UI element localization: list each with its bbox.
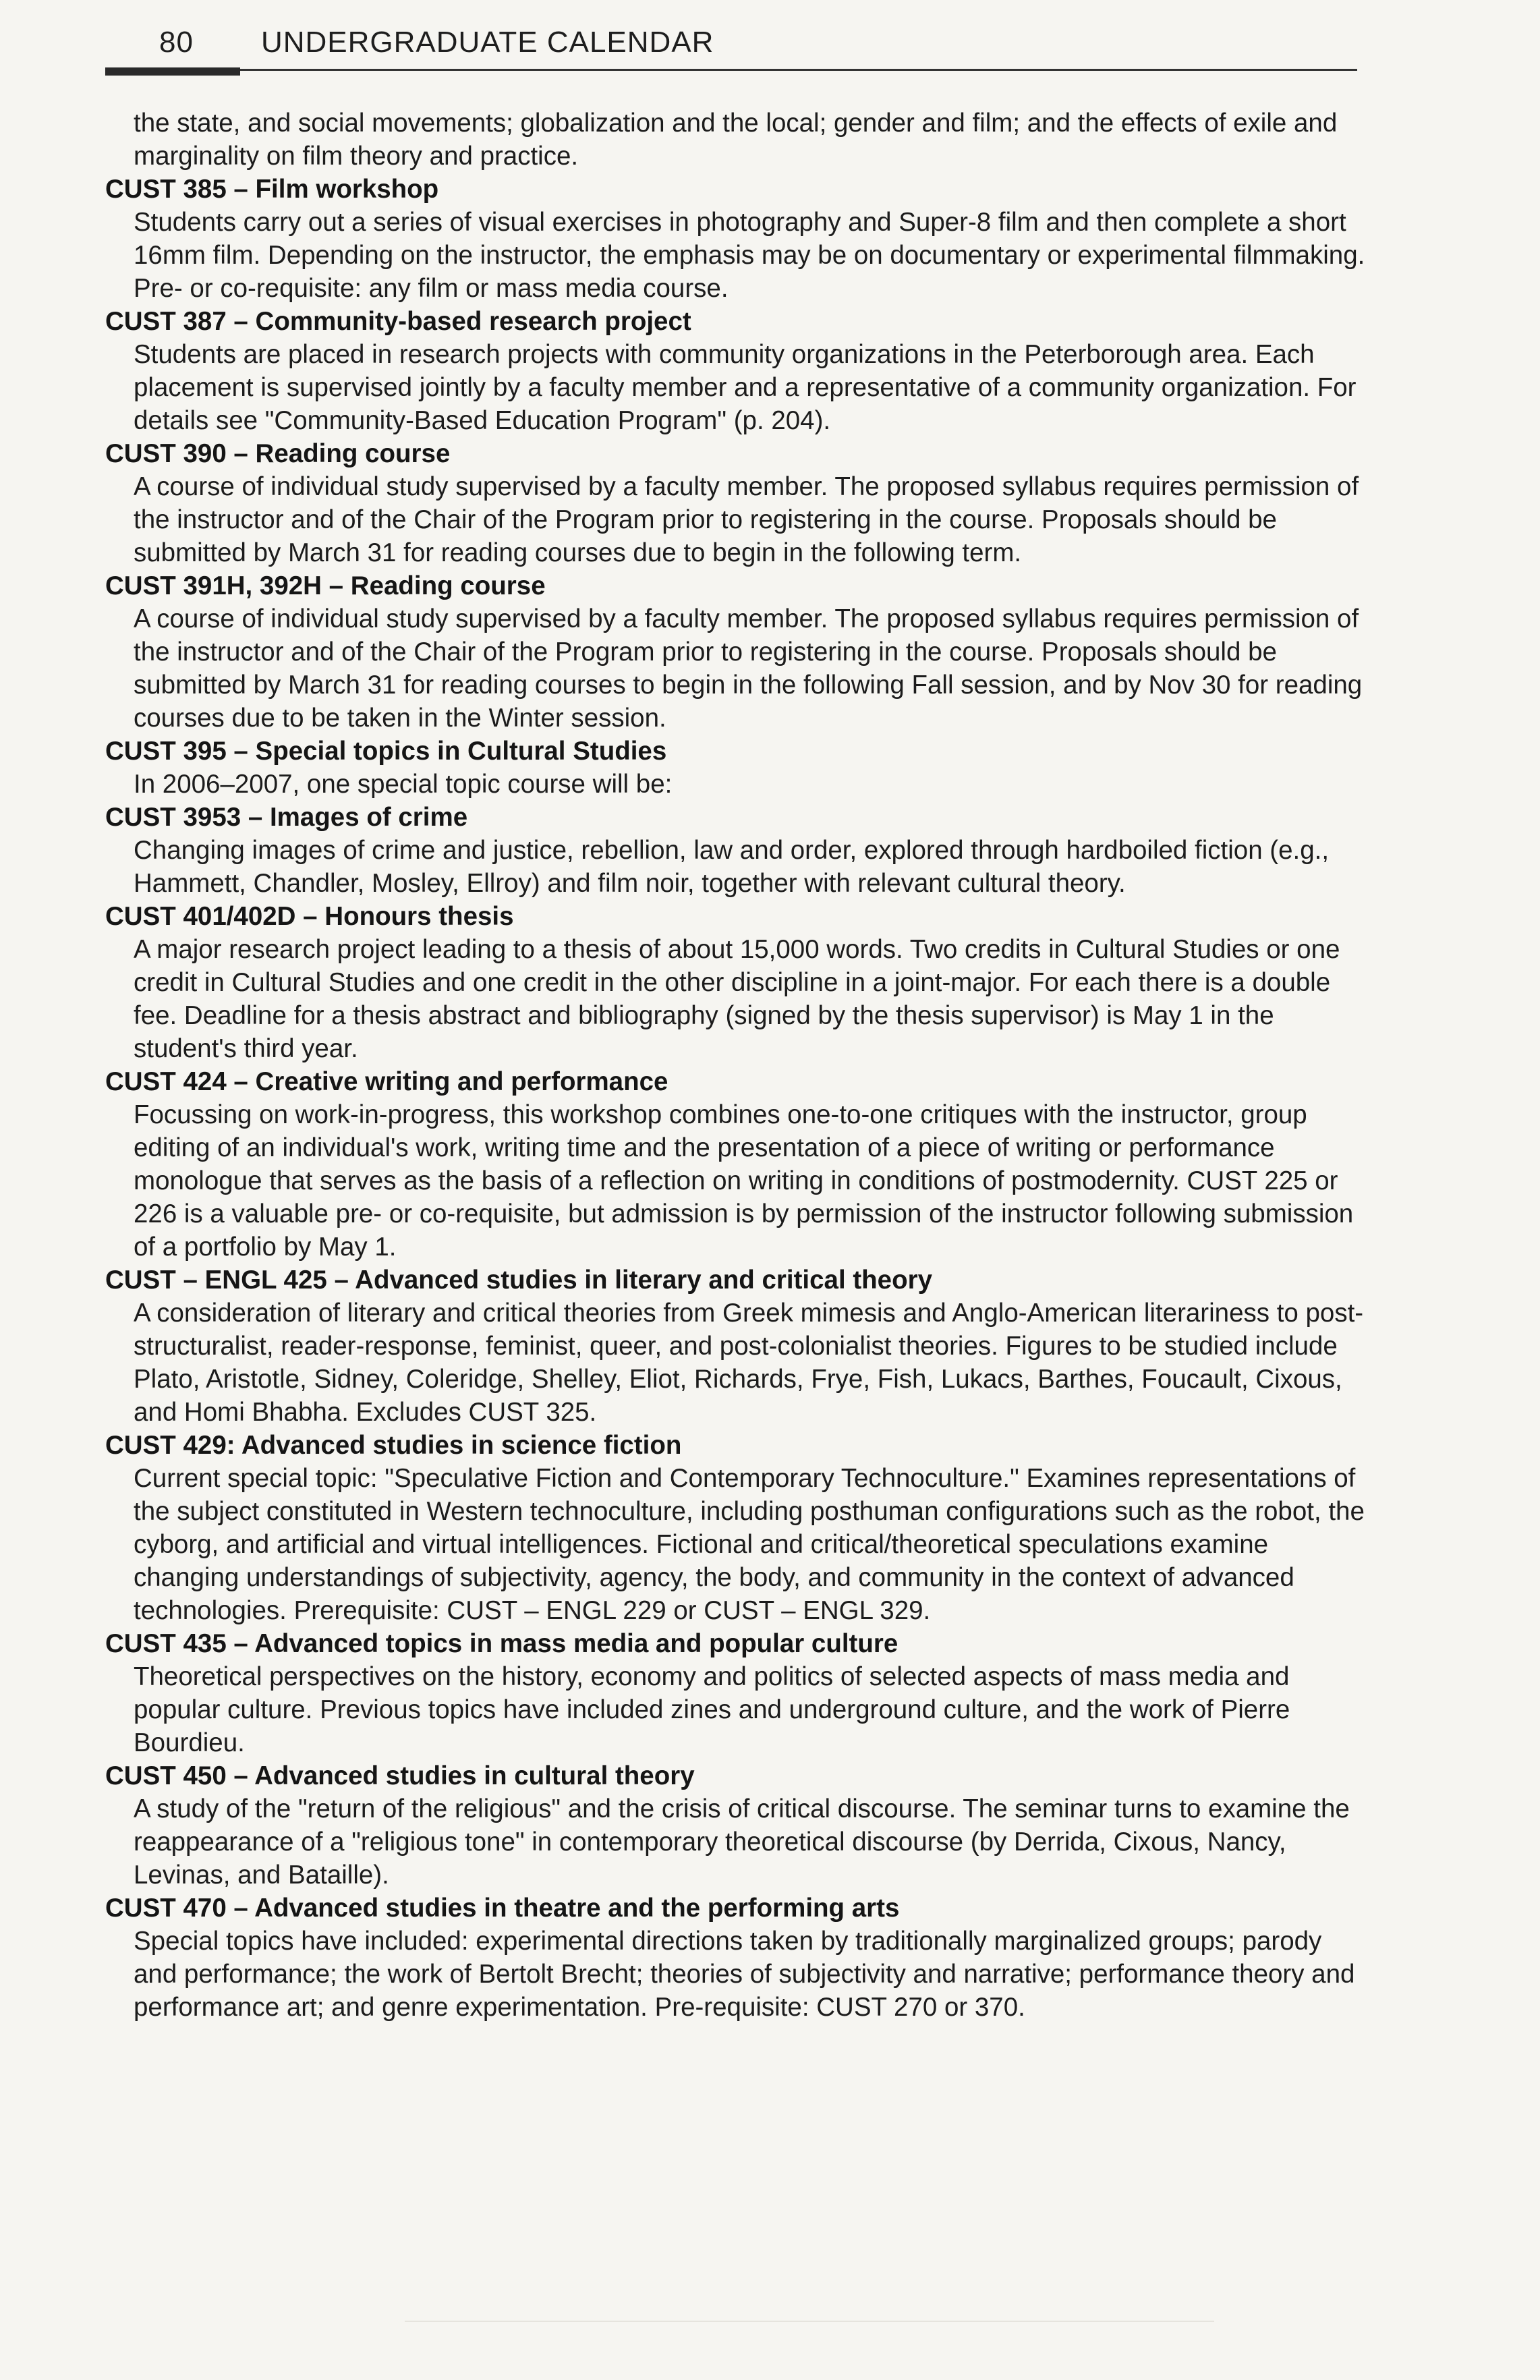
course-title: CUST 470 – Advanced studies in theatre and the performing arts (105, 1894, 900, 1923)
course-title: CUST 391H, 392H – Reading course (105, 571, 546, 600)
course-description: Students are placed in research projects with community organizations in the Peterborough area. Each placement is supervised jointly by a faculty member and a representative of a community organization. For details see "Community-Based Education Program" (p. 204). (134, 340, 1357, 435)
course-entry (105, 173, 1367, 305)
course-description: A major research project leading to a thesis of about 15,000 words. Two credits in Cultural Studies or one credit in Cultural Studies and one credit in the other discipline in a joint-major. For each there is a double fee. Deadline for a thesis abstract and bibliography (signed by the thesis supervisor) is May 1 in the student's third year. (134, 935, 1340, 1063)
page-header (159, 26, 714, 59)
course-entry (105, 735, 1367, 801)
course-entry (105, 1264, 1367, 1429)
course-description: Changing images of crime and justice, rebellion, law and order, explored through hardboiled fiction (e.g., Hammett, Chandler, Mosley, Ellroy) and film noir, together with relevant cultural theory. (134, 836, 1330, 898)
course-entry (105, 1429, 1367, 1627)
course-entry (105, 801, 1367, 900)
header-rule (105, 69, 1357, 71)
course-description: A consideration of literary and critical theories from Greek mimesis and Anglo-American literariness to post-structuralist, reader-response, feminist, queer, and post-colonialist theories. Figures to be studied include Plato, Aristotle, Sidney, Coleridge, Shelley, Eliot, Richards, Frye, Fish, Lukacs, Barthes, Foucault, Cixous, and Homi Bhabha. Excludes CUST 325. (134, 1299, 1364, 1427)
page-body (105, 107, 1367, 2024)
course-entry (105, 305, 1367, 437)
course-title: CUST 395 – Special topics in Cultural Studies (105, 737, 667, 766)
course-title: CUST 385 – Film workshop (105, 175, 439, 204)
course-description: Special topics have included: experimental directions taken by traditionally marginalized groups; parody and performance; the work of Bertolt Brecht; theories of subjectivity and narrative; performance theory and performance art; and genre experimentation. Pre-requisite: CUST 270 or 370. (134, 1927, 1355, 2022)
course-entry (105, 1627, 1367, 1759)
intro-paragraph: the state, and social movements; globalization and the local; gender and film; and the effects of exile and marginality on film theory and practice. (134, 109, 1338, 171)
course-title: CUST 387 – Community-based research project (105, 307, 691, 336)
header-rule-accent (105, 67, 240, 76)
course-entry (105, 1065, 1367, 1264)
course-entry (105, 900, 1367, 1065)
course-entry (105, 437, 1367, 569)
page-number: 80 (159, 26, 194, 59)
course-description: In 2006–2007, one special topic course will be: (134, 770, 673, 799)
course-description: Focussing on work-in-progress, this workshop combines one-to-one critiques with the instructor, group editing of an individual's work, writing time and the presentation of a piece of writing or performance monologue that serves as the basis of a reflection on writing in conditions of postmodernity. CUST 225 or 226 is a valuable pre- or co-requisite, but admission is by permission of the instructor following submission of a portfolio by May 1. (134, 1100, 1354, 1262)
course-entry (105, 1759, 1367, 1892)
course-title: CUST 429: Advanced studies in science fiction (105, 1431, 682, 1460)
scan-edge-line (405, 2321, 1214, 2322)
course-title: CUST 401/402D – Honours thesis (105, 902, 514, 931)
header-title: UNDERGRADUATE CALENDAR (260, 26, 714, 59)
course-entry (105, 1892, 1367, 2024)
course-title: CUST – ENGL 425 – Advanced studies in literary and critical theory (105, 1266, 933, 1295)
course-description: A course of individual study supervised by a faculty member. The proposed syllabus requires permission of the instructor and of the Chair of the Program prior to registering in the course. Proposals should be submitted by March 31 for reading courses to begin in the following Fall session, and by Nov 30 for reading courses due to be taken in the Winter session. (134, 604, 1363, 733)
course-title: CUST 450 – Advanced studies in cultural theory (105, 1761, 695, 1790)
course-description: A study of the "return of the religious" and the crisis of critical discourse. The seminar turns to examine the reappearance of a "religious tone" in contemporary theoretical discourse (by Derrida, Cixous, Nancy, Levinas, and Bataille). (134, 1794, 1350, 1890)
course-description: Students carry out a series of visual exercises in photography and Super-8 film and then complete a short 16mm film. Depending on the instructor, the emphasis may be on documentary or experimental filmmaking. Pre- or co-requisite: any film or mass media course. (134, 208, 1365, 303)
course-entry (105, 569, 1367, 735)
course-description: Current special topic: "Speculative Fiction and Contemporary Technoculture." Examines representations of the subject constituted in Western technoculture, including posthuman configurations such as the robot, the cyborg, and artificial and virtual intelligences. Fictional and critical/theoretical speculations examine changing understandings of subjectivity, agency, the body, and community in the context of advanced technologies. Prerequisite: CUST – ENGL 229 or CUST – ENGL 329. (134, 1464, 1365, 1625)
course-description: Theoretical perspectives on the history, economy and politics of selected aspects of mass media and popular culture. Previous topics have included zines and underground culture, and the work of Pierre Bourdieu. (134, 1662, 1290, 1757)
course-title: CUST 3953 – Images of crime (105, 803, 468, 832)
course-title: CUST 424 – Creative writing and performance (105, 1067, 668, 1096)
course-description: A course of individual study supervised by a faculty member. The proposed syllabus requires permission of the instructor and of the Chair of the Program prior to registering in the course. Proposals should be submitted by March 31 for reading courses due to begin in the following term. (134, 472, 1359, 567)
course-title: CUST 435 – Advanced topics in mass media and popular culture (105, 1629, 899, 1658)
course-title: CUST 390 – Reading course (105, 439, 451, 468)
